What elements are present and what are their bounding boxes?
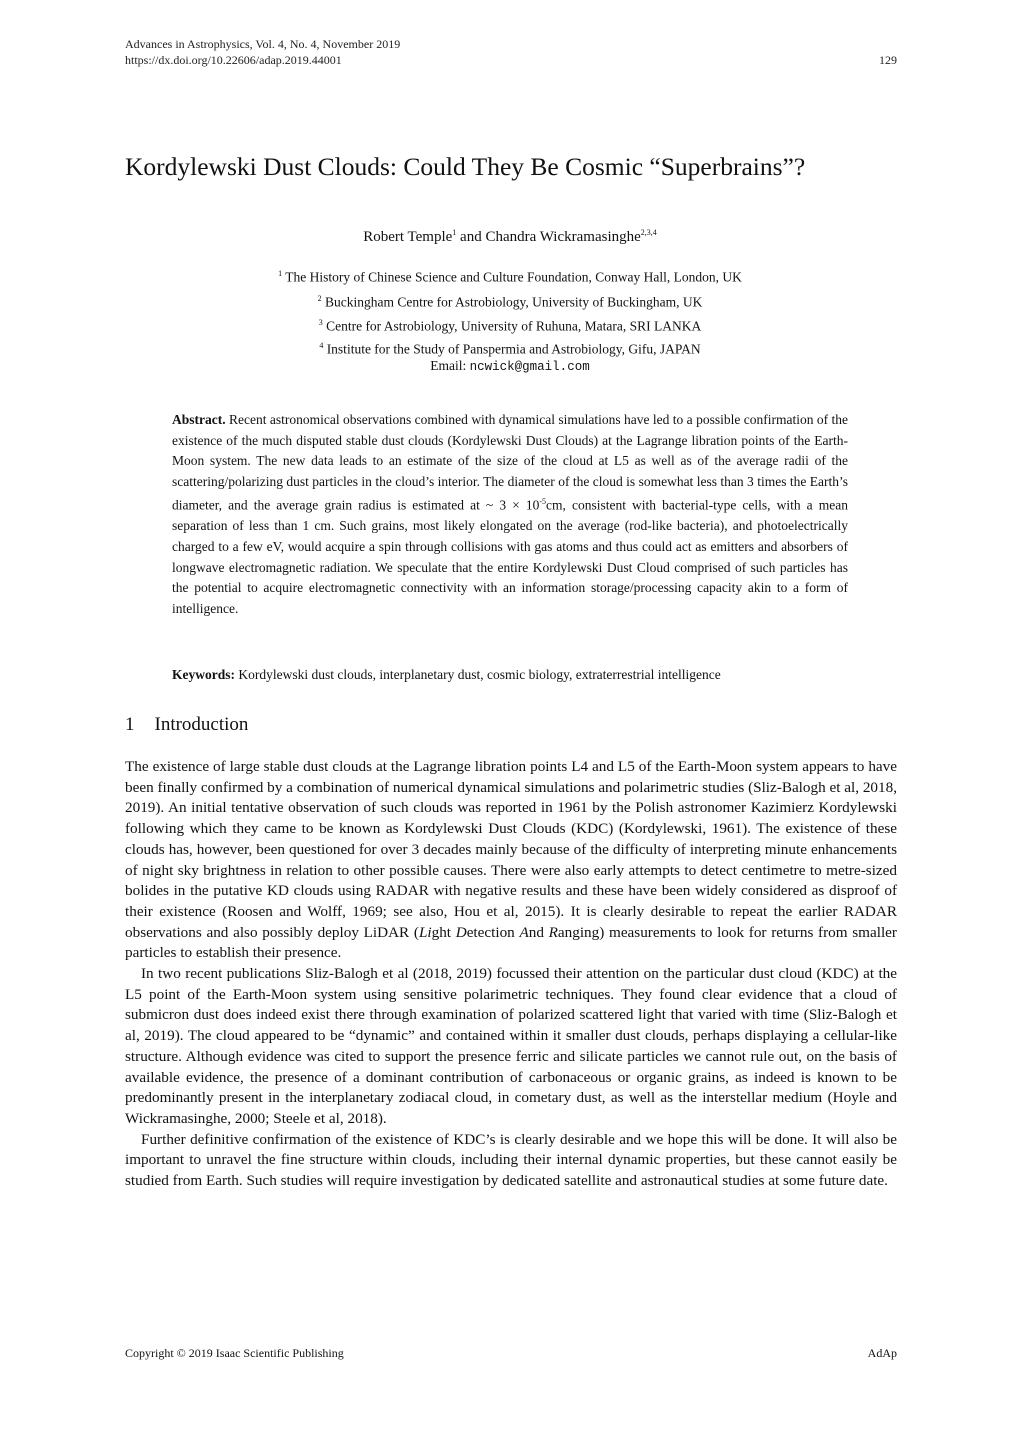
em: A (519, 923, 529, 941)
em: D (455, 923, 467, 941)
text: etection (466, 923, 520, 941)
paper-title: Kordylewski Dust Clouds: Could They Be Cosmic “Superbrains”? (125, 152, 806, 181)
email-label: Email: (430, 358, 470, 373)
em: Li (418, 923, 432, 941)
section-title: Introduction (154, 714, 249, 735)
affil-text: Centre for Astrobiology, University of Ruhuna, Matara, SRI LANKA (322, 318, 702, 334)
author-1-affil: 1 (452, 228, 457, 237)
paragraph: In two recent publications Sliz-Balogh et al (2018, 2019) focussed their attention on the particular dust cloud (KDC) at the L5 point of the Earth-Moon system using sensitive polarimetric techniques. They found clear evidence that a cloud of submicron dust does indeed exist there through examination of polarized scattered light that varied with time (Sliz-Balogh et al, 2019). The cloud appeared to be “dynamic” and contained within it smaller dust clouds, perhaps displaying a cellular-like structure. Although evidence was cited to support the presence ferric and silicate particles we cannot rule out, on the basis of available evidence, the presence of a dominant contribution of carbonaceous or organic grains, as indeed is known to be predominantly present in the interplanetary zodiacal cloud, in cometary dust, as well as the interstellar medium (Hoyle and Wickramasinghe, 2000; Steele et al, 2018). (125, 965, 897, 1127)
author-1: Robert Temple (363, 229, 453, 245)
doi-link[interactable]: https://dx.doi.org/10.22606/adap.2019.44001 (125, 53, 342, 67)
email-link[interactable]: ncwick@gmail.com (469, 360, 590, 374)
abstract-text: Recent astronomical observations combined with dynamical simulations have led to a possible confirmation of the existence of the much disputed stable dust clouds (Kordylewski Dust Clouds) at the Lagrange libration points of the Earth-Moon system. The new data leads to an estimate of the size of the cloud at L5 as well as of the average radii of the scattering/polarizing dust particles in the cloud’s interior. The diameter of the cloud is somewhat less than 3 times the Earth’s diameter, and the average grain radius is estimated at ~ 3 × 10 (172, 412, 848, 513)
authors (0, 228, 1020, 246)
affil-num: 2 (317, 293, 322, 303)
section-heading (125, 714, 248, 736)
paragraph (125, 757, 897, 964)
affil-text: Buckingham Centre for Astrobiology, University of Buckingham, UK (321, 294, 703, 309)
author-2-affil: 2,3,4 (640, 228, 657, 237)
journal-abbr: AdAp (867, 1346, 897, 1360)
text: ght (431, 923, 456, 941)
abstract-text: cm, consistent with bacterial-type cells, with a mean separation of less than 1 cm. Such grains, most likely elongated on the average (rod-like bacteria), and photoelectrically charged to a few eV, would acquire a spin through collisions with gas atoms and thus could act as emitters and absorbers of longwave electromagnetic radiation. We speculate that the entire Kordylewski Dust Cloud comprised of such particles has the potential to acquire electromagnetic connectivity with an information storage/processing capacity akin to a form of intelligence. (172, 497, 848, 616)
text: The existence of large stable dust clouds at the Lagrange libration points L4 and L5 of the Earth-Moon system appears to have been finally confirmed by a combination of numerical dynamical simulations and polarimetric studies (Sliz-Balogh et al, 2018, 2019). An initial tentative observation of such clouds was reported in 1961 by the Polish astronomer Kazimierz Kordylewski following which they came to be known as Kordylewski Dust Clouds (KDC) (Kordylewski, 1961). The existence of these clouds has, however, been questioned for over 3 decades mainly because of the difficulty of interpreting minute enhancements of night sky brightness in relation to other possible causes. There were also early attempts to detect centimetre to metre-sized bolides in the putative KD clouds using RADAR with negative results and these have been widely considered as disproof of their existence (Roosen and Wolff, 1969; see also, Hou et al, 2015). It is clearly desirable to repeat the earlier RADAR observations and also possibly deploy LiDAR ( (125, 758, 897, 941)
keywords-label: Keywords: (172, 667, 235, 682)
affil-num: 1 (278, 269, 283, 278)
text: anging (557, 923, 600, 941)
affiliation (0, 312, 1020, 337)
running-header (125, 36, 897, 68)
copyright: Copyright © 2019 Isaac Scientific Publishing (125, 1346, 344, 1360)
email-line (0, 357, 1020, 376)
affiliation (0, 337, 1020, 358)
affil-num: 4 (319, 340, 324, 350)
abstract-exponent: -5 (539, 497, 547, 507)
abstract (172, 410, 848, 619)
page-number: 129 (879, 53, 897, 67)
affiliation (0, 288, 1020, 313)
affiliations (0, 263, 1020, 376)
em: R (548, 923, 558, 941)
paragraph: Further definitive confirmation of the existence of KDC’s is clearly desirable and we hope this will be done. It will also be important to unravel the fine structure within clouds, including their internal dynamic properties, but these cannot easily be studied from Earth. Such studies will require investigation by dedicated satellite and astronautical studies at some future date. (125, 1130, 897, 1190)
text: ) measurements to look for returns from smaller particles to establish their presence. (125, 923, 897, 962)
author-2: Chandra Wickramasinghe (485, 229, 641, 245)
keywords (172, 667, 848, 683)
abstract-label: Abstract. (172, 412, 226, 427)
body-text (125, 757, 897, 1192)
journal-info: Advances in Astrophysics, Vol. 4, No. 4, November 2019 (125, 37, 401, 51)
section-number: 1 (125, 714, 135, 735)
text: nd (528, 923, 549, 941)
affiliation (0, 263, 1020, 288)
affil-num: 3 (318, 318, 323, 327)
affil-text: The History of Chinese Science and Culture Foundation, Conway Hall, London, UK (282, 269, 742, 285)
affil-text: Institute for the Study of Panspermia and Astrobiology, Gifu, JAPAN (323, 341, 701, 356)
footer (125, 1346, 897, 1361)
keywords-text: Kordylewski dust clouds, interplanetary dust, cosmic biology, extraterrestrial intelligence (235, 667, 721, 682)
authors-and: and (456, 229, 486, 245)
